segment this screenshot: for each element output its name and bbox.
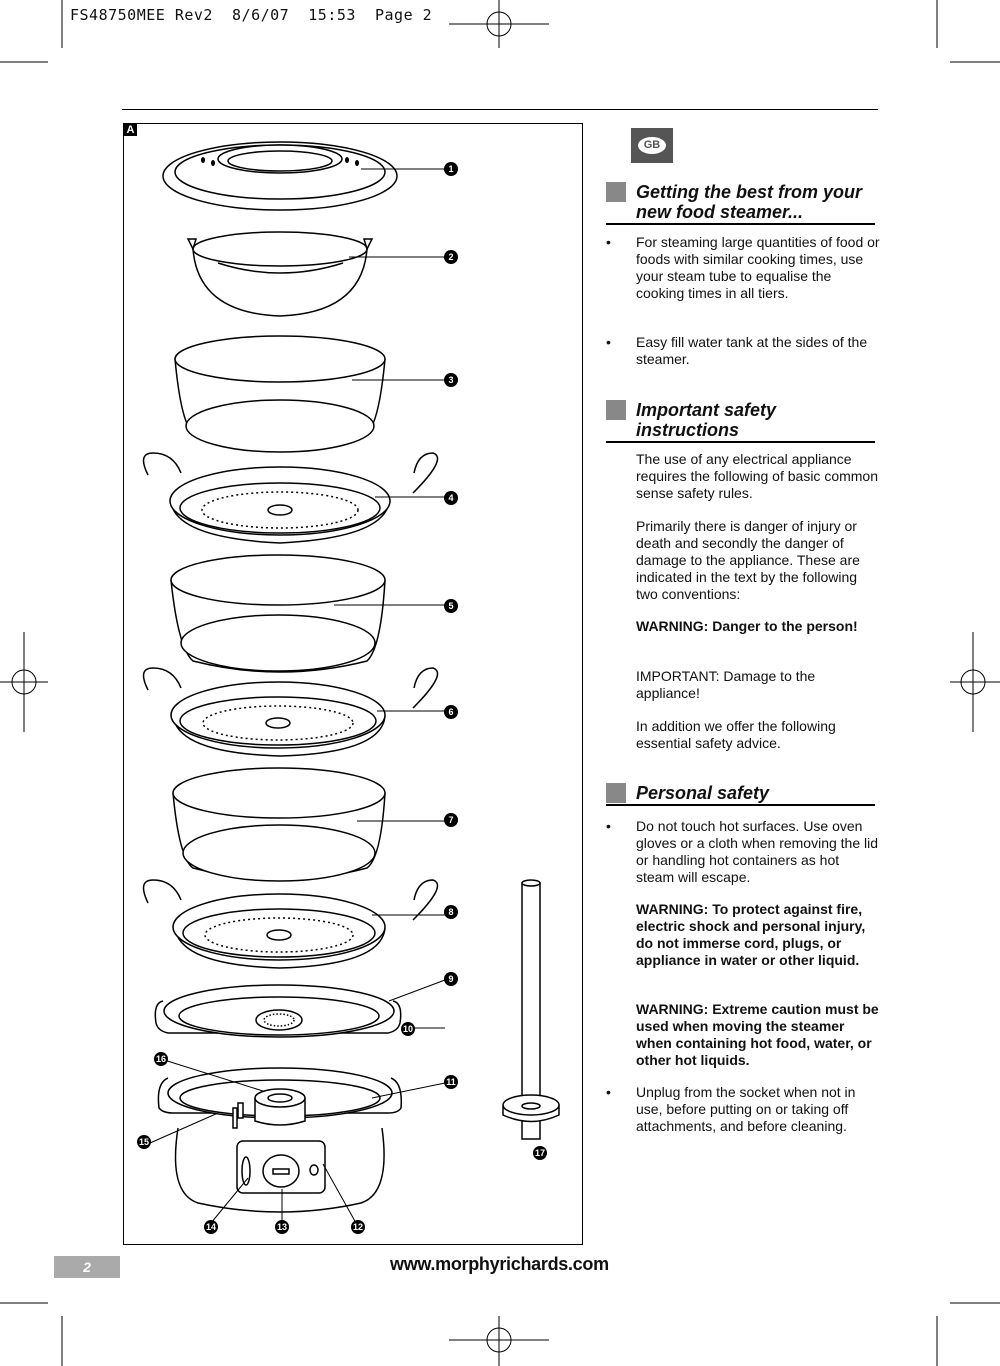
callout-10: 10 bbox=[402, 1024, 414, 1034]
bullet-marker: • bbox=[606, 1084, 611, 1100]
callout-4: 4 bbox=[448, 493, 454, 503]
bullet-marker: • bbox=[606, 334, 611, 350]
paragraph: The use of any electrical appliance requires the following of basic common sense safety rules. bbox=[636, 451, 879, 501]
rice-bowl bbox=[188, 232, 372, 316]
heading-marker bbox=[606, 182, 626, 202]
language-code: GB bbox=[638, 137, 666, 154]
heading-marker bbox=[606, 400, 626, 420]
language-badge bbox=[631, 128, 673, 163]
heading-line-1: Important safety bbox=[636, 400, 777, 420]
callout-16: 16 bbox=[155, 1054, 167, 1064]
bullet-marker: • bbox=[606, 818, 611, 834]
section-heading-getting-best bbox=[606, 182, 875, 225]
bullet-marker: • bbox=[606, 234, 611, 250]
callout-9: 9 bbox=[448, 974, 454, 984]
paragraph: In addition we offer the following essential safety advice. bbox=[636, 718, 836, 751]
callout-8: 8 bbox=[448, 907, 454, 917]
paragraph: Primarily there is danger of injury or death and secondly the danger of damage to the appliance. These are indicated in the text by the following two conventions: bbox=[636, 518, 860, 602]
warning-text: WARNING: To protect against fire, electric shock and personal injury, do not immerse cord, plugs, or appliance in water or other liquid. bbox=[636, 901, 866, 968]
heading-marker bbox=[606, 783, 626, 803]
section-heading-personal-safety bbox=[606, 783, 875, 806]
steaming-bowl-3 bbox=[175, 336, 385, 452]
steaming-base-4 bbox=[144, 453, 438, 543]
water-reservoir-base bbox=[158, 1068, 401, 1212]
bullet-text: Unplug from the socket when not in use, before putting on or taking off attachments, and before cleaning. bbox=[636, 1084, 856, 1134]
callout-17: 17 bbox=[534, 1148, 546, 1158]
callout-14: 14 bbox=[205, 1222, 217, 1232]
steaming-bowl-7 bbox=[173, 768, 385, 881]
steamer-diagram bbox=[123, 123, 581, 1243]
heading-line-1: Getting the best from your bbox=[636, 182, 863, 202]
heading-line-2: new food steamer... bbox=[636, 202, 804, 222]
callout-7: 7 bbox=[448, 815, 454, 825]
callout-1: 1 bbox=[448, 164, 454, 174]
steam-tube bbox=[503, 880, 559, 1139]
steaming-base-6 bbox=[144, 668, 438, 756]
callout-12: 12 bbox=[352, 1222, 364, 1232]
bullet-text: For steaming large quantities of food or foods with similar cooking times, use your steam tube to equalise the cooking times in all tiers. bbox=[636, 234, 880, 301]
bullet-text: Do not touch hot surfaces. Use oven gloves or a cloth when removing the lid or handling hot containers as hot steam will escape. bbox=[636, 818, 879, 885]
page-number: 2 bbox=[54, 1256, 120, 1278]
callout-6: 6 bbox=[448, 707, 454, 717]
callout-15: 15 bbox=[138, 1137, 150, 1147]
steaming-bowl-5 bbox=[171, 555, 385, 672]
callout-3: 3 bbox=[448, 375, 454, 385]
warning-text: WARNING: Extreme caution must be used when moving the steamer when containing hot food, water, or other hot liquids. bbox=[636, 1001, 879, 1068]
lid bbox=[163, 142, 397, 210]
steaming-base-8 bbox=[144, 880, 438, 968]
top-rule bbox=[122, 109, 878, 110]
important-definition: IMPORTANT: Damage to the appliance! bbox=[636, 668, 816, 701]
callout-13: 13 bbox=[276, 1222, 288, 1232]
heading-text: Personal safety bbox=[636, 783, 770, 803]
callout-11: 11 bbox=[446, 1077, 456, 1087]
section-heading-safety-instructions bbox=[606, 400, 875, 443]
drip-tray bbox=[155, 985, 400, 1037]
website-link[interactable]: www.morphyrichards.com bbox=[390, 1254, 609, 1274]
print-slug: FS48750MEE Rev2 8/6/07 15:53 Page 2 bbox=[70, 6, 433, 24]
callout-5: 5 bbox=[448, 601, 454, 611]
callout-2: 2 bbox=[448, 252, 454, 262]
bullet-text: Easy fill water tank at the sides of the steamer. bbox=[636, 334, 868, 367]
warning-definition: WARNING: Danger to the person! bbox=[636, 618, 858, 634]
figure-label: A bbox=[124, 124, 137, 136]
heading-line-2: instructions bbox=[636, 420, 740, 440]
